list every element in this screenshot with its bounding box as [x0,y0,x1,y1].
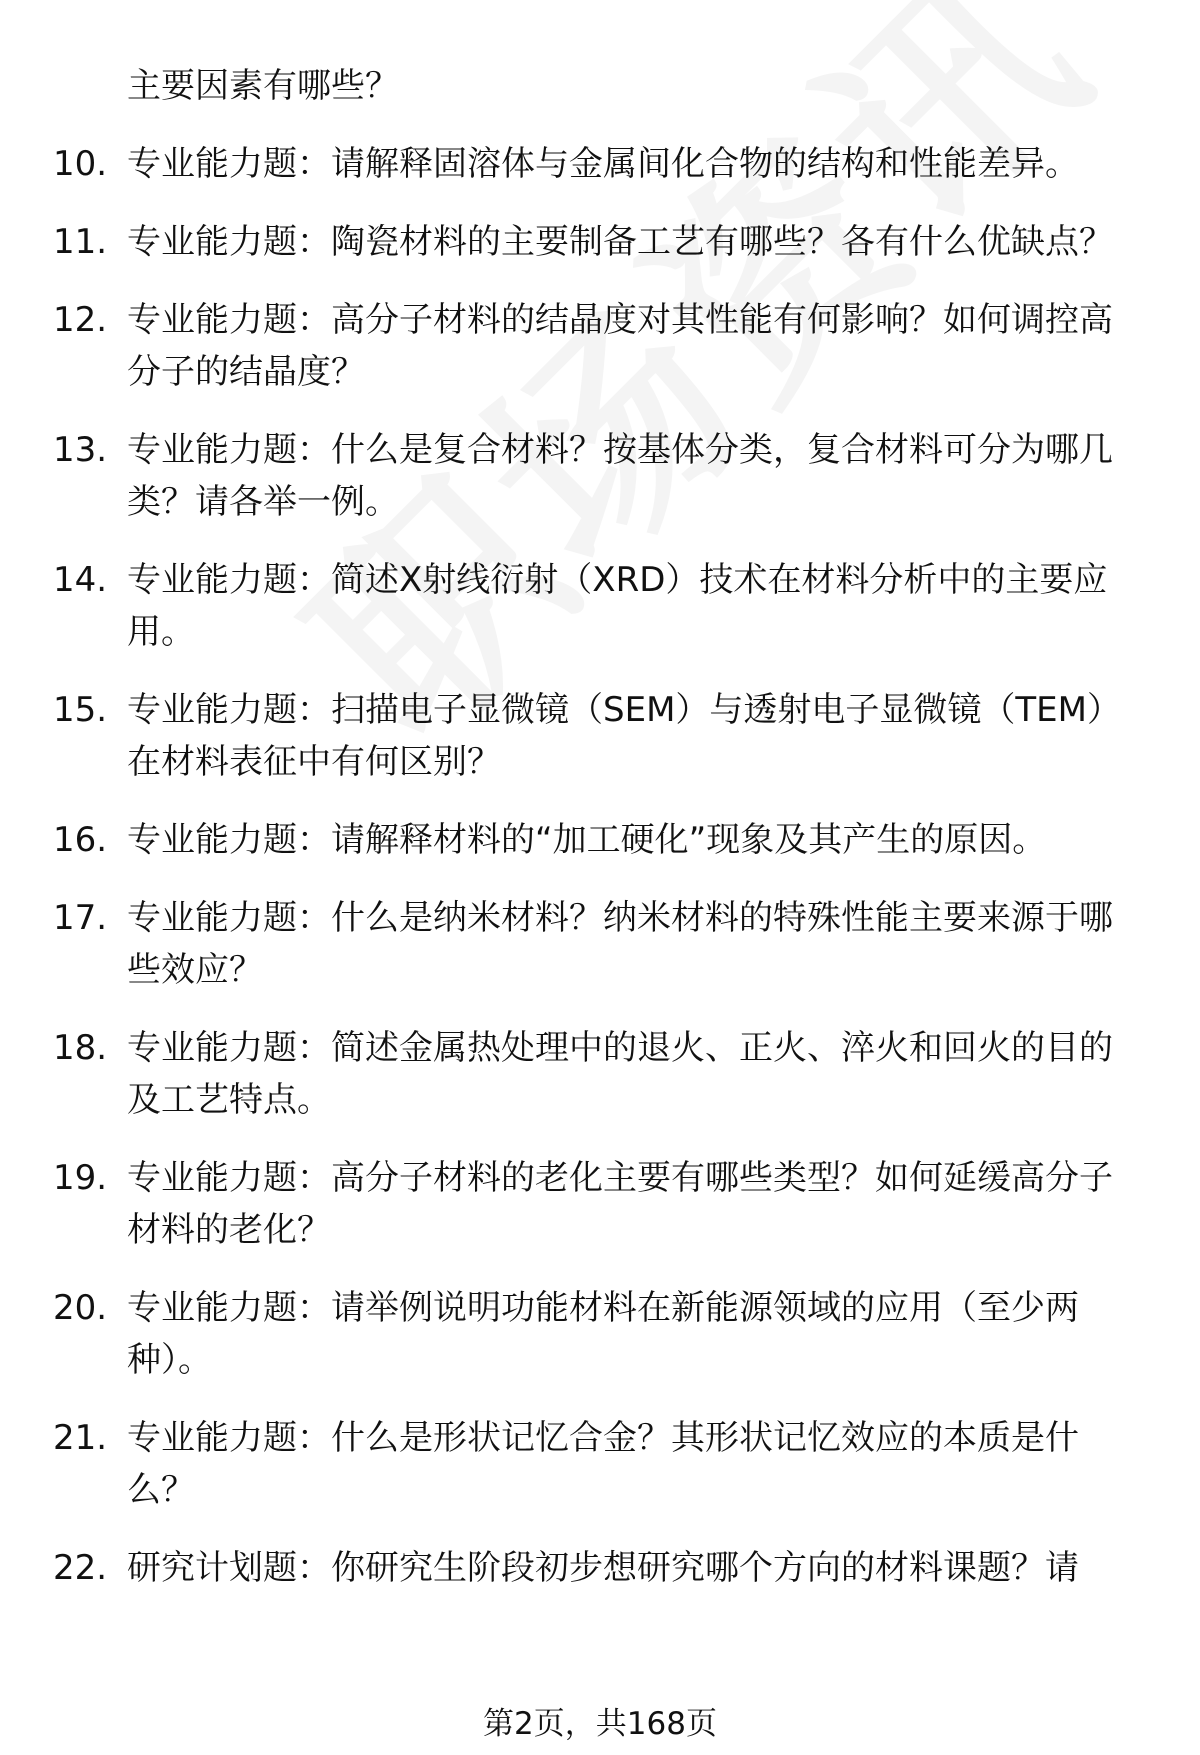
question-number: 15. [53,690,108,730]
question-item [0,294,1200,398]
page-footer: 第2页，共168页 [483,1706,717,1742]
question-number: 17. [53,898,108,938]
question-number: 12. [53,300,108,340]
question-text: 专业能力题：什么是复合材料？按基体分类，复合材料可分为哪几类？请各举一例。 [127,430,1113,522]
question-item [0,1412,1200,1516]
question-number: 16. [53,820,108,860]
question-text: 专业能力题：高分子材料的结晶度对其性能有何影响？如何调控高分子的结晶度？ [127,300,1113,392]
question-item [0,138,1200,190]
question-number: 18. [53,1028,108,1068]
question-number: 19. [53,1158,108,1198]
question-text: 专业能力题：请举例说明功能材料在新能源领域的应用（至少两种）。 [127,1288,1079,1380]
question-number: 20. [53,1288,108,1328]
question-item [0,1282,1200,1386]
question-item [0,1542,1200,1594]
question-item [0,424,1200,528]
question-text: 研究计划题：你研究生阶段初步想研究哪个方向的材料课题？请 [127,1548,1079,1588]
question-text: 专业能力题：什么是纳米材料？纳米材料的特殊性能主要来源于哪些效应？ [127,898,1113,990]
question-text: 专业能力题：请解释材料的“加工硬化”现象及其产生的原因。 [127,820,1047,860]
question-text: 专业能力题：什么是形状记忆合金？其形状记忆效应的本质是什么？ [127,1418,1079,1510]
question-number: 22. [53,1548,108,1588]
question-text: 专业能力题：陶瓷材料的主要制备工艺有哪些？各有什么优缺点？ [127,222,1113,262]
question-number: 13. [53,430,108,470]
question-item [0,684,1200,788]
question-text: 专业能力题：高分子材料的老化主要有哪些类型？如何延缓高分子材料的老化？ [127,1158,1113,1250]
question-text: 专业能力题：扫描电子显微镜（SEM）与透射电子显微镜（TEM）在材料表征中有何区别？ [127,690,1121,782]
question-item [0,1152,1200,1256]
question-item [0,216,1200,268]
question-item [0,554,1200,658]
question-text: 专业能力题：请解释固溶体与金属间化合物的结构和性能差异。 [127,144,1079,184]
question-text: 专业能力题：简述金属热处理中的退火、正火、淬火和回火的目的及工艺特点。 [127,1028,1113,1120]
question-text: 专业能力题：简述X射线衍射（XRD）技术在材料分析中的主要应用。 [127,560,1108,652]
question-item [0,814,1200,866]
question-number: 21. [53,1418,108,1458]
question-continuation: 主要因素有哪些？ [127,66,399,106]
question-number: 11. [53,222,108,262]
question-item [0,1022,1200,1126]
question-number: 14. [53,560,108,600]
question-list [0,60,1200,1620]
question-item [0,892,1200,996]
question-number: 10. [53,144,108,184]
